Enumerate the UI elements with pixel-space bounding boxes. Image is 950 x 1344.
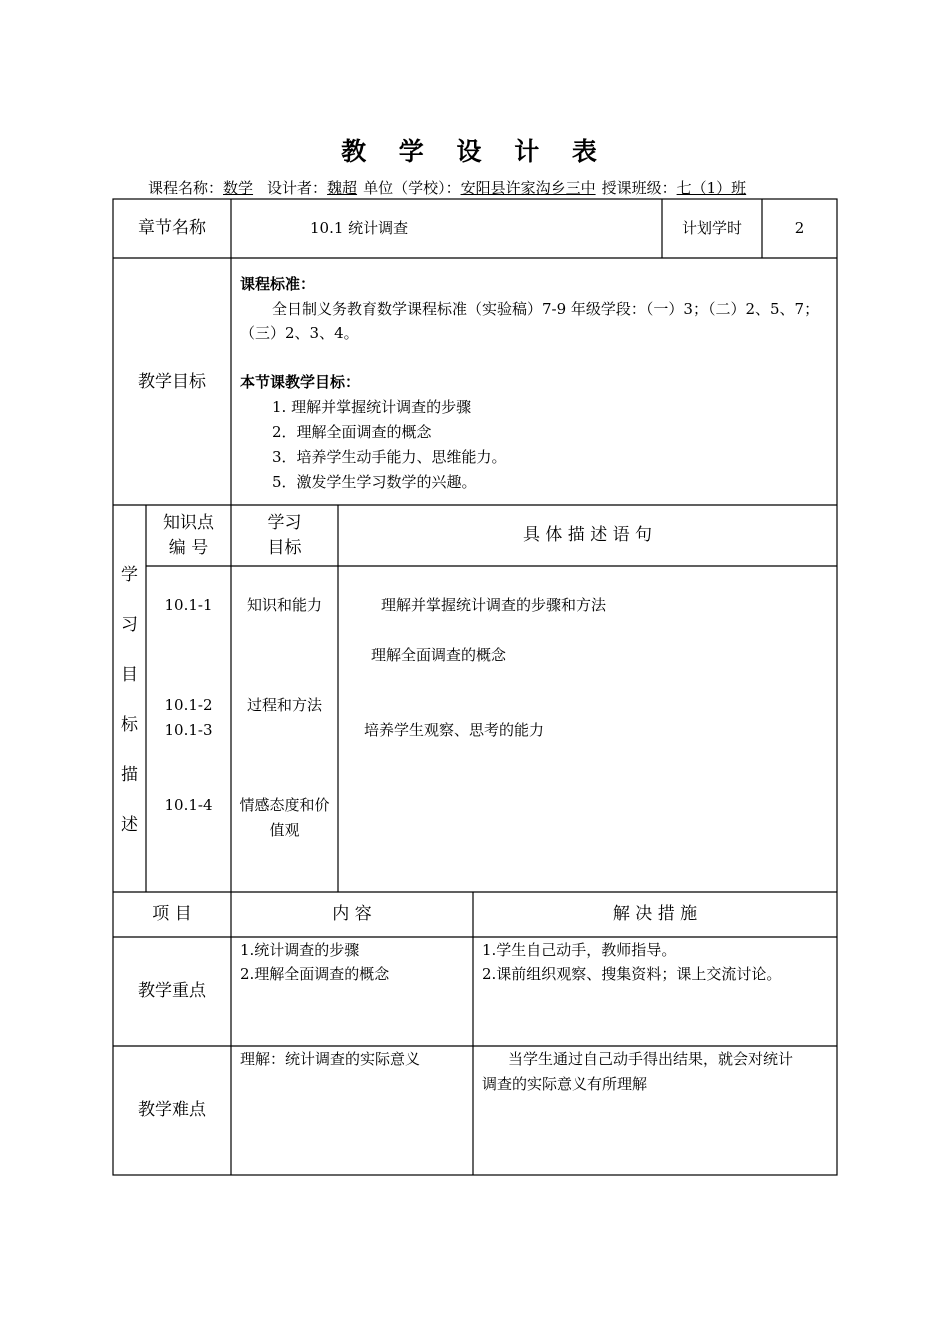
lesson-goal-item: 2．理解全面调查的概念 (272, 423, 432, 441)
knowledge-point-code: 10.1-1 (164, 596, 213, 614)
unit-value: 安阳县许家沟乡三中 (460, 179, 596, 197)
learning-goal-type: 值观 (269, 821, 300, 839)
designer-value: 魏超 (327, 179, 358, 197)
difficult-point-measure: 当学生通过自己动手得出结果，就会对统计 (508, 1050, 794, 1068)
learning-goals-side-char: 目 (121, 665, 138, 685)
key-point-measure: 2.课前组织观察、搜集资料；课上交流讨论。 (482, 965, 782, 983)
description-sentence: 培养学生观察、思考的能力 (364, 721, 545, 739)
lesson-goals-heading: 本节课教学目标： (240, 373, 361, 391)
measures-column-header: 解 决 措 施 (612, 904, 698, 924)
learning-goal-header: 目标 (267, 538, 302, 558)
course-name-value: 数学 (223, 179, 254, 197)
learning-goals-side-char: 描 (121, 765, 138, 785)
item-column-header: 项 目 (152, 904, 192, 924)
teaching-goals-label: 教学目标 (138, 372, 206, 392)
content-column-header: 内 容 (332, 904, 372, 924)
lesson-goal-item: 3．培养学生动手能力、思维能力。 (272, 448, 507, 466)
knowledge-point-code: 10.1-3 (164, 721, 213, 739)
description-sentence: 理解并掌握统计调查的步骤和方法 (381, 596, 607, 614)
key-point-measure: 1.学生自己动手，教师指导。 (482, 941, 677, 959)
class-value: 七（1）班 (676, 179, 747, 197)
course-standard-line-1: 全日制义务教育数学课程标准（实验稿）7-9 年级学段：（一）3；（二）2、5、7； (272, 300, 820, 318)
knowledge-point-header: 知识点 (163, 513, 214, 533)
knowledge-point-code: 10.1-2 (164, 696, 213, 714)
planned-hours-value: 2 (794, 219, 805, 237)
learning-goal-type: 知识和能力 (246, 596, 322, 614)
unit-label: 单位（学校）： (363, 179, 461, 197)
learning-goal-header: 学习 (267, 513, 302, 533)
learning-goals-side-char: 习 (121, 615, 138, 635)
description-header: 具 体 描 述 语 句 (522, 525, 653, 545)
course-standard-line-2: （三）2、3、4。 (240, 324, 359, 342)
learning-goals-side-char: 标 (121, 715, 138, 735)
learning-goals-side-char: 述 (121, 815, 138, 835)
difficult-point-content: 理解：统计调查的实际意义 (240, 1050, 421, 1068)
difficult-point-measure: 调查的实际意义有所理解 (482, 1075, 648, 1093)
knowledge-point-header: 编 号 (168, 538, 209, 558)
lesson-goal-item: 1. 理解并掌握统计调查的步骤 (272, 398, 472, 416)
lesson-goal-item: 5．激发学生学习数学的兴趣。 (272, 473, 477, 491)
learning-goal-type: 过程和方法 (246, 696, 322, 714)
key-points-label: 教学重点 (138, 981, 206, 1001)
learning-goal-type: 情感态度和价 (239, 796, 330, 814)
chapter-name-value: 10.1 统计调查 (310, 219, 409, 237)
course-name-label: 课程名称： (148, 179, 224, 197)
chapter-name-label: 章节名称 (138, 218, 206, 238)
difficult-points-label: 教学难点 (138, 1100, 206, 1120)
page-title: 教 学 设 计 表 (341, 137, 609, 166)
course-standard-heading: 课程标准： (240, 275, 316, 293)
class-label: 授课班级： (601, 179, 677, 197)
planned-hours-label: 计划学时 (681, 219, 742, 237)
designer-label: 设计者： (267, 179, 328, 197)
key-point-content: 2.理解全面调查的概念 (240, 965, 390, 983)
description-sentence: 理解全面调查的概念 (371, 646, 507, 664)
knowledge-point-code: 10.1-4 (164, 796, 213, 814)
learning-goals-side-char: 学 (121, 565, 138, 585)
key-point-content: 1.统计调查的步骤 (240, 941, 360, 959)
